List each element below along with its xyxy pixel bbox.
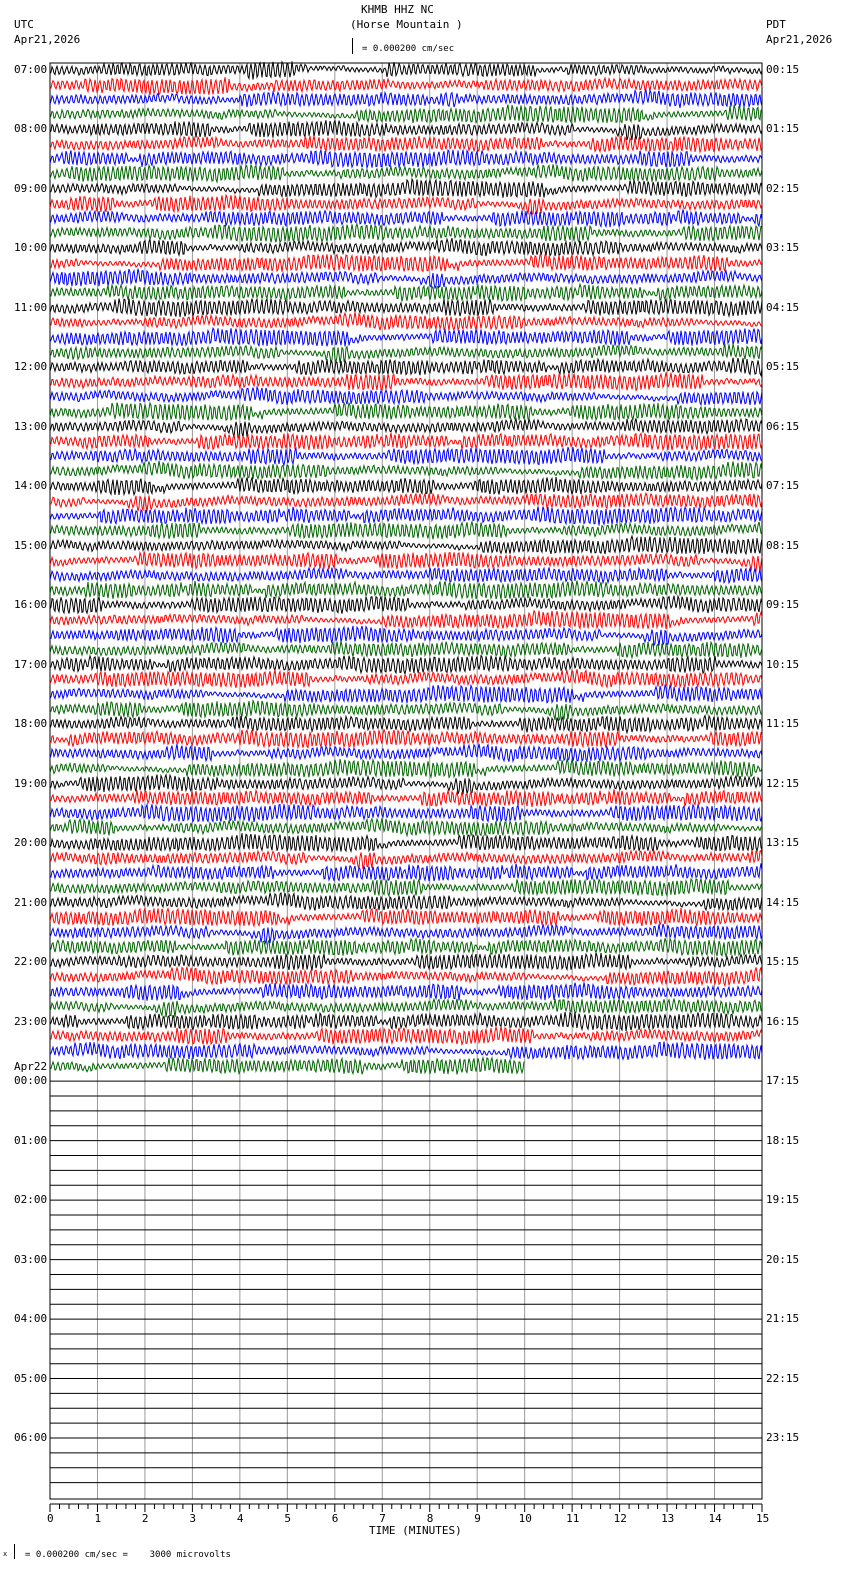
- seismic-trace: [50, 685, 762, 703]
- pdt-hour-label: 01:15: [766, 122, 800, 136]
- seismic-trace: [50, 105, 762, 123]
- pdt-hour-label: 05:15: [766, 360, 800, 374]
- x-tick-label: 5: [284, 1512, 291, 1525]
- seismic-trace: [50, 1012, 762, 1031]
- utc-hour-label: 23:00: [14, 1014, 48, 1028]
- station-title: KHMB HHZ NC: [361, 3, 434, 16]
- seismic-trace: [50, 312, 762, 330]
- utc-hour-label: 20:00: [14, 836, 48, 850]
- seismic-trace: [50, 744, 762, 762]
- x-tick-label: 15: [756, 1512, 770, 1525]
- x-tick-label: 0: [47, 1512, 54, 1525]
- pdt-hour-label: 08:15: [766, 538, 800, 552]
- x-tick-label: 8: [426, 1512, 434, 1525]
- x-tick-label: 12: [613, 1512, 627, 1525]
- seismic-trace: [50, 120, 762, 140]
- seismic-trace: [50, 1027, 762, 1045]
- utc-hour-label: 07:00: [14, 63, 48, 76]
- pdt-hour-label: 04:15: [766, 300, 800, 314]
- seismic-trace: [50, 284, 762, 301]
- seismic-trace: [50, 611, 762, 629]
- x-tick-label: 11: [566, 1512, 580, 1525]
- utc-hour-label: 21:00: [14, 895, 48, 909]
- seismic-trace: [50, 461, 762, 480]
- pdt-hour-label: 19:15: [766, 1193, 800, 1207]
- seismic-trace: [50, 447, 762, 465]
- utc-hour-label: 04:00: [14, 1312, 48, 1326]
- seismic-trace: [50, 908, 762, 926]
- seismic-trace: [50, 982, 762, 1000]
- pdt-hour-label: 15:15: [766, 955, 800, 969]
- utc-hour-label: 11:00: [14, 300, 48, 314]
- seismic-trace: [50, 150, 762, 168]
- seismic-trace: [50, 833, 762, 851]
- seismic-trace: [50, 716, 762, 733]
- seismic-trace: [50, 164, 762, 182]
- seismic-trace: [50, 596, 762, 614]
- x-tick-label: 10: [518, 1512, 532, 1525]
- x-tick-label: 1: [94, 1512, 102, 1525]
- seismic-trace: [50, 61, 762, 79]
- pdt-hour-label: 12:15: [766, 776, 800, 790]
- seismic-trace: [50, 536, 762, 554]
- pdt-hour-label: 06:15: [766, 419, 800, 433]
- seismic-trace: [50, 210, 762, 227]
- pdt-hour-label: 16:15: [766, 1014, 800, 1028]
- seismic-trace: [50, 136, 762, 152]
- pdt-hour-label: 23:15: [766, 1431, 800, 1445]
- seismic-trace: [50, 522, 762, 540]
- seismic-trace: [50, 879, 762, 896]
- pdt-hour-label: 10:15: [766, 657, 800, 671]
- seismic-trace: [50, 344, 762, 363]
- pdt-hour-label: 22:15: [766, 1371, 800, 1385]
- pdt-hour-label: 18:15: [766, 1133, 800, 1147]
- right-date: Apr21,2026: [766, 33, 833, 46]
- left-timezone: UTC: [14, 18, 34, 31]
- pdt-hour-label: 02:15: [766, 181, 800, 195]
- x-tick-label: 4: [236, 1512, 244, 1525]
- pdt-hour-label: 21:15: [766, 1312, 800, 1326]
- seismic-trace: [50, 224, 762, 242]
- x-axis-label: TIME (MINUTES): [369, 1524, 462, 1537]
- seismic-trace: [50, 893, 762, 911]
- seismic-trace: [50, 818, 762, 836]
- pdt-hour-label: 20:15: [766, 1252, 800, 1266]
- seismic-trace: [50, 581, 762, 600]
- utc-hour-label: 18:00: [14, 717, 48, 731]
- seismic-trace: [50, 433, 762, 451]
- utc-hour-label: 13:00: [14, 419, 48, 433]
- utc-hour-label: 16:00: [14, 598, 48, 612]
- seismic-trace: [50, 238, 762, 256]
- seismic-trace: [50, 90, 762, 108]
- right-timezone: PDT: [766, 18, 786, 31]
- seismic-trace: [50, 387, 762, 405]
- seismic-trace: [50, 552, 762, 571]
- utc-hour-label: 03:00: [14, 1252, 48, 1266]
- pdt-hour-label: 07:15: [766, 479, 800, 493]
- seismic-trace: [50, 506, 762, 525]
- seismic-trace: [50, 850, 762, 869]
- pdt-hour-label: 17:15: [766, 1074, 800, 1088]
- seismic-trace: [50, 299, 762, 318]
- x-tick-label: 13: [661, 1512, 675, 1525]
- pdt-hour-label: 13:15: [766, 836, 800, 850]
- utc-hour-label: 01:00: [14, 1133, 48, 1147]
- x-tick-label: 14: [708, 1512, 722, 1525]
- seismic-trace: [50, 179, 762, 198]
- seismic-trace: [50, 254, 762, 271]
- utc-hour-label: 00:00: [14, 1074, 48, 1088]
- utc-hour-label: 17:00: [14, 657, 48, 671]
- seismic-trace: [50, 730, 762, 748]
- utc-hour-label: 10:00: [14, 241, 48, 255]
- pdt-hour-label: 00:15: [766, 63, 800, 76]
- footer-scale-label: = 0.000200 cm/sec = 3000 microvolts: [25, 1550, 231, 1560]
- utc-hour-label: 22:00: [14, 955, 48, 969]
- utc-hour-label: 09:00: [14, 181, 48, 195]
- seismic-trace: [50, 626, 762, 646]
- pdt-hour-label: 11:15: [766, 717, 800, 731]
- pdt-hour-label: 14:15: [766, 895, 800, 909]
- utc-hour-label: 02:00: [14, 1193, 48, 1207]
- seismic-trace: [50, 669, 762, 688]
- utc-hour-label: 19:00: [14, 776, 48, 790]
- seismic-trace: [50, 477, 762, 495]
- x-tick-label: 3: [189, 1512, 197, 1525]
- utc-hour-label: 14:00: [14, 479, 48, 493]
- seismic-trace: [50, 656, 762, 674]
- footer-mark: x: [3, 1550, 8, 1558]
- seismic-trace: [50, 804, 762, 822]
- utc-hour-label: 06:00: [14, 1431, 48, 1445]
- seismic-trace: [50, 789, 762, 807]
- station-name: (Horse Mountain ): [350, 18, 463, 31]
- utc-hour-label: 15:00: [14, 538, 48, 552]
- seismic-trace: [50, 403, 762, 421]
- scale-label: = 0.000200 cm/sec: [362, 44, 455, 54]
- seismic-trace: [50, 358, 762, 376]
- seismic-trace: [50, 863, 762, 881]
- date-change-label: Apr22: [14, 1060, 48, 1073]
- pdt-hour-label: 03:15: [766, 241, 800, 255]
- seismic-trace: [50, 967, 762, 985]
- x-tick-label: 9: [474, 1512, 481, 1525]
- left-date: Apr21,2026: [14, 33, 81, 46]
- seismic-trace: [50, 1042, 762, 1060]
- seismic-trace: [50, 999, 762, 1018]
- seismic-trace: [50, 953, 762, 971]
- pdt-hour-label: 09:15: [766, 598, 800, 612]
- seismic-trace: [50, 568, 762, 583]
- utc-hour-label: 12:00: [14, 360, 48, 374]
- seismic-trace: [50, 493, 762, 511]
- x-tick-label: 6: [331, 1512, 339, 1525]
- seismic-trace: [50, 269, 762, 289]
- utc-hour-label: 08:00: [14, 122, 48, 136]
- utc-hour-label: 05:00: [14, 1371, 48, 1385]
- seismic-trace: [50, 328, 762, 346]
- seismic-trace: [50, 775, 762, 795]
- seismic-trace: [50, 938, 762, 956]
- x-tick-label: 7: [379, 1512, 386, 1525]
- x-tick-label: 2: [141, 1512, 149, 1525]
- seismic-trace: [50, 701, 762, 720]
